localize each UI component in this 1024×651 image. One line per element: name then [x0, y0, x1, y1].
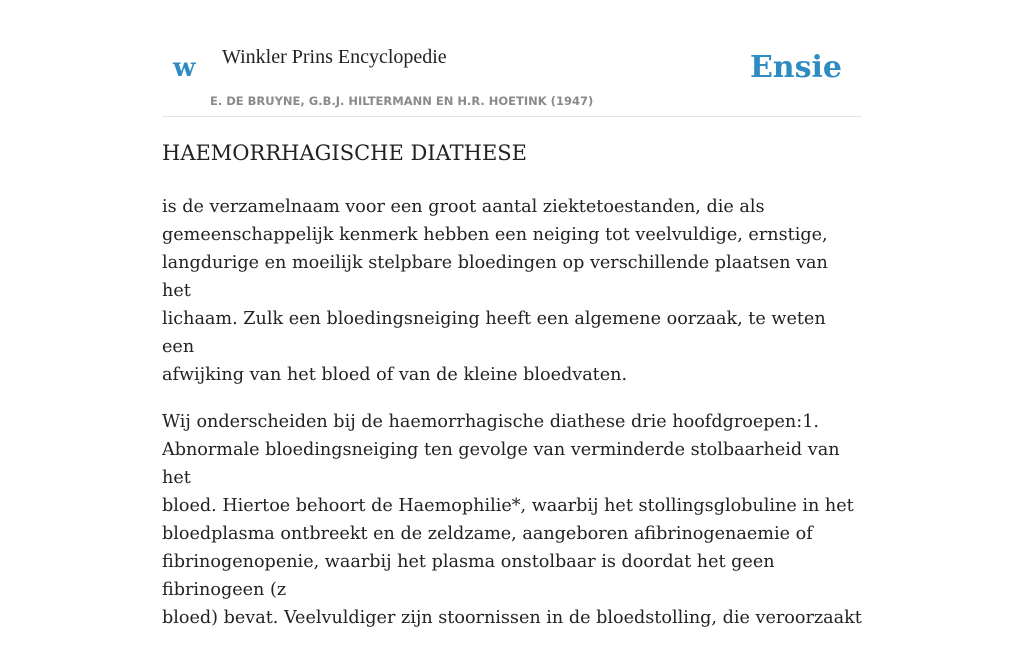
paragraph-1: is de verzamelnaam voor een groot aantal ziektetoestanden, die als gemeenschappelijk kenmerk hebben een neiging tot veelvuldige, ernstige, langdurige en moeilijk stelpbare bloedingen op verschillende plaatsen van het lichaam. Zulk een bloedingsneiging heeft een algemene oorzaak, te weten een afwijking van het bloed of van de kleine bloedvaten. [162, 197, 828, 385]
authors-subtitle: E. DE BRUYNE, G.B.J. HILTERMANN EN H.R. HOETINK (1947) [210, 94, 594, 108]
article-title: HAEMORRHAGISCHE DIATHESE [162, 141, 527, 165]
logo-icon[interactable]: w [173, 53, 196, 83]
brand-logo[interactable]: Ensie [749, 50, 842, 85]
article-body [162, 193, 862, 651]
paragraph-2: Wij onderscheiden bij de haemorrhagische diathese drie hoofdgroepen:1. Abnormale bloedingsneiging ten gevolge van verminderde stolbaarheid van het bloed. Hiertoe behoort de Haemophilie*, waarbij het stollingsglobuline in het bloedplasma ontbreekt en de zeldzame, aangeboren afibrinogenaemie of fibrinogenopenie, waarbij het plasma onstolbaar is doordat het geen fibrinogeen (z bloed) bevat. Veelvuldiger zijn stoornissen in de bloedstolling, die veroorzaakt [162, 412, 862, 628]
site-header [162, 0, 862, 117]
site-title[interactable]: Winkler Prins Encyclopedie [222, 46, 447, 68]
